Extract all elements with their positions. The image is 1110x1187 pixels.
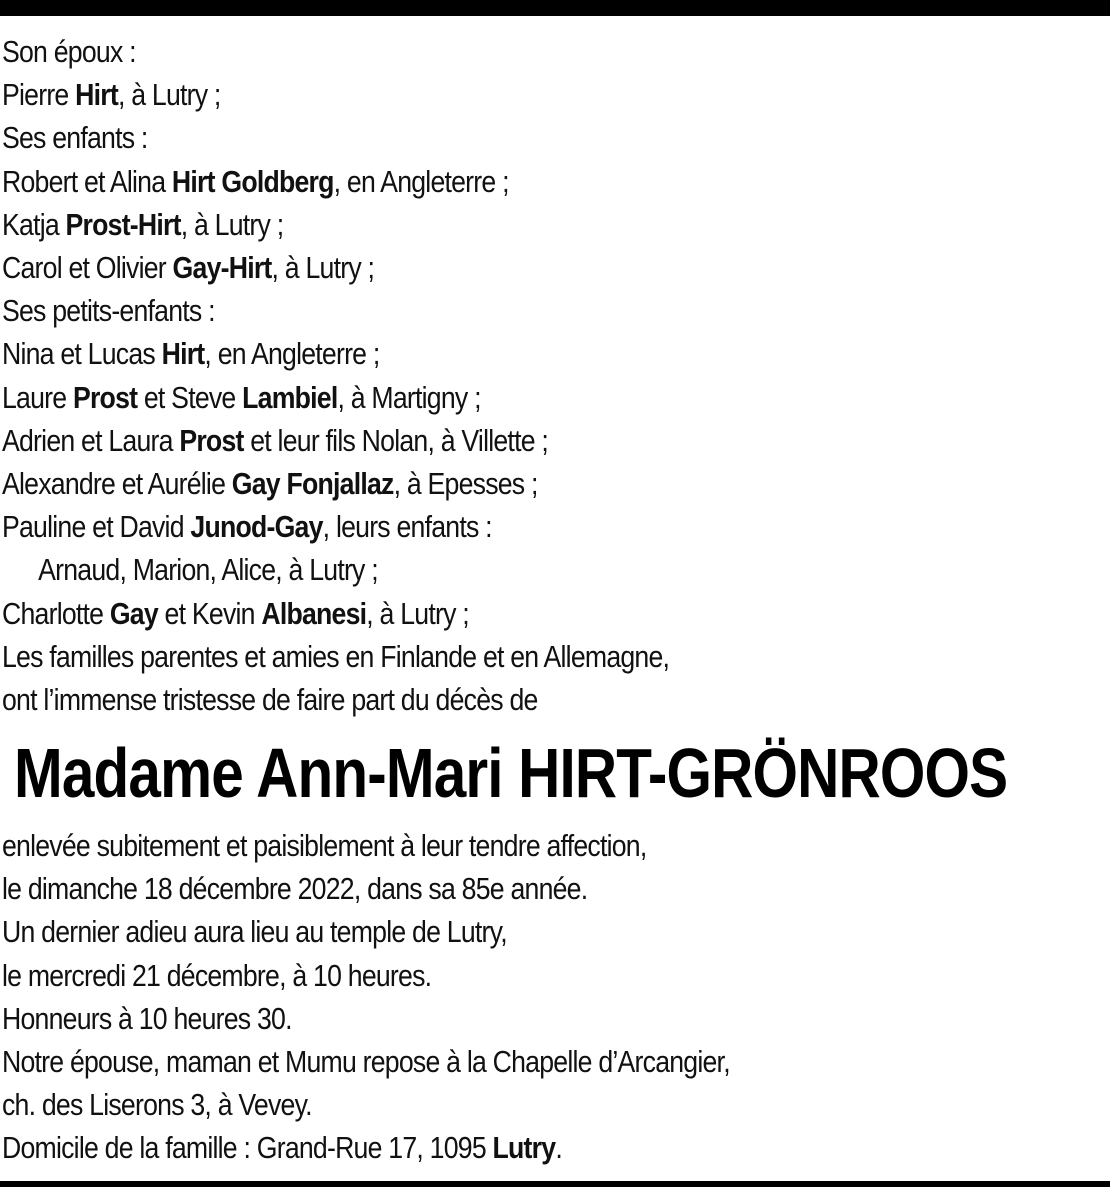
surname: Prost-Hirt <box>65 206 181 242</box>
detail-line: Un dernier adieu aura lieu au temple de Lutry, <box>2 914 507 950</box>
top-rule <box>0 0 1110 16</box>
surname: Lambiel <box>242 379 338 415</box>
ceremony-details <box>2 824 948 1170</box>
deceased-name: Madame Ann-Mari HIRT-GRÖNROOS <box>14 734 1008 812</box>
surname: Hirt <box>75 77 118 113</box>
detail-line: Notre épouse, maman et Mumu repose à la Chapelle d’Arcangier, <box>2 1044 730 1080</box>
surname: Albanesi <box>261 595 367 631</box>
child-line: Robert et Alina Hirt Goldberg, en Angleterre ; <box>2 163 509 199</box>
surname: Gay Fonjallaz <box>231 466 394 502</box>
domicile-line: Domicile de la famille : Grand-Rue 17, 1095 Lutry. <box>2 1130 562 1166</box>
grandchild-line: Alexandre et Aurélie Gay Fonjallaz, à Epesses ; <box>2 466 538 502</box>
relatives-line: Les familles parentes et amies en Finlande et en Allemagne, <box>2 638 670 674</box>
spouse-line: Pierre Hirt, à Lutry ; <box>2 77 221 113</box>
child-line: Katja Prost-Hirt, à Lutry ; <box>2 206 284 242</box>
grandchild-line: Laure Prost et Steve Lambiel, à Martigny ; <box>2 379 481 415</box>
grandchild-line: Nina et Lucas Hirt, en Angleterre ; <box>2 336 380 372</box>
bottom-rule <box>0 1181 1110 1187</box>
child-line: Carol et Olivier Gay-Hirt, à Lutry ; <box>2 250 375 286</box>
detail-line: Honneurs à 10 heures 30. <box>2 1000 292 1036</box>
surname: Gay <box>109 595 158 631</box>
grandchild-line: Pauline et David Junod-Gay, leurs enfants : <box>2 509 492 545</box>
spouse-heading: Son époux : <box>2 34 136 69</box>
surname: Prost <box>179 422 244 458</box>
detail-line: ch. des Liserons 3, à Vevey. <box>2 1087 312 1123</box>
detail-line: le mercredi 21 décembre, à 10 heures. <box>2 957 432 993</box>
surname: Gay-Hirt <box>172 250 272 286</box>
grandchild-line: Charlotte Gay et Kevin Albanesi, à Lutry ; <box>2 595 469 631</box>
great-grandchildren-line: Arnaud, Marion, Alice, à Lutry ; <box>38 552 378 588</box>
surname: Junod-Gay <box>190 509 323 545</box>
grandchildren-heading: Ses petits-enfants : <box>2 293 215 329</box>
surname: Hirt Goldberg <box>171 163 334 199</box>
family-list <box>2 30 948 721</box>
domicile-town: Lutry <box>492 1130 556 1166</box>
grandchild-line: Adrien et Laura Prost et leur fils Nolan, à Villette ; <box>2 422 549 458</box>
detail-line: le dimanche 18 décembre 2022, dans sa 85e année. <box>2 871 588 907</box>
announcement-line: ont l’immense tristesse de faire part du décès de <box>2 682 538 718</box>
detail-line: enlevée subitement et paisiblement à leur tendre affection, <box>2 828 647 863</box>
surname: Hirt <box>161 336 205 372</box>
children-heading: Ses enfants : <box>2 120 148 156</box>
surname: Prost <box>72 379 138 415</box>
